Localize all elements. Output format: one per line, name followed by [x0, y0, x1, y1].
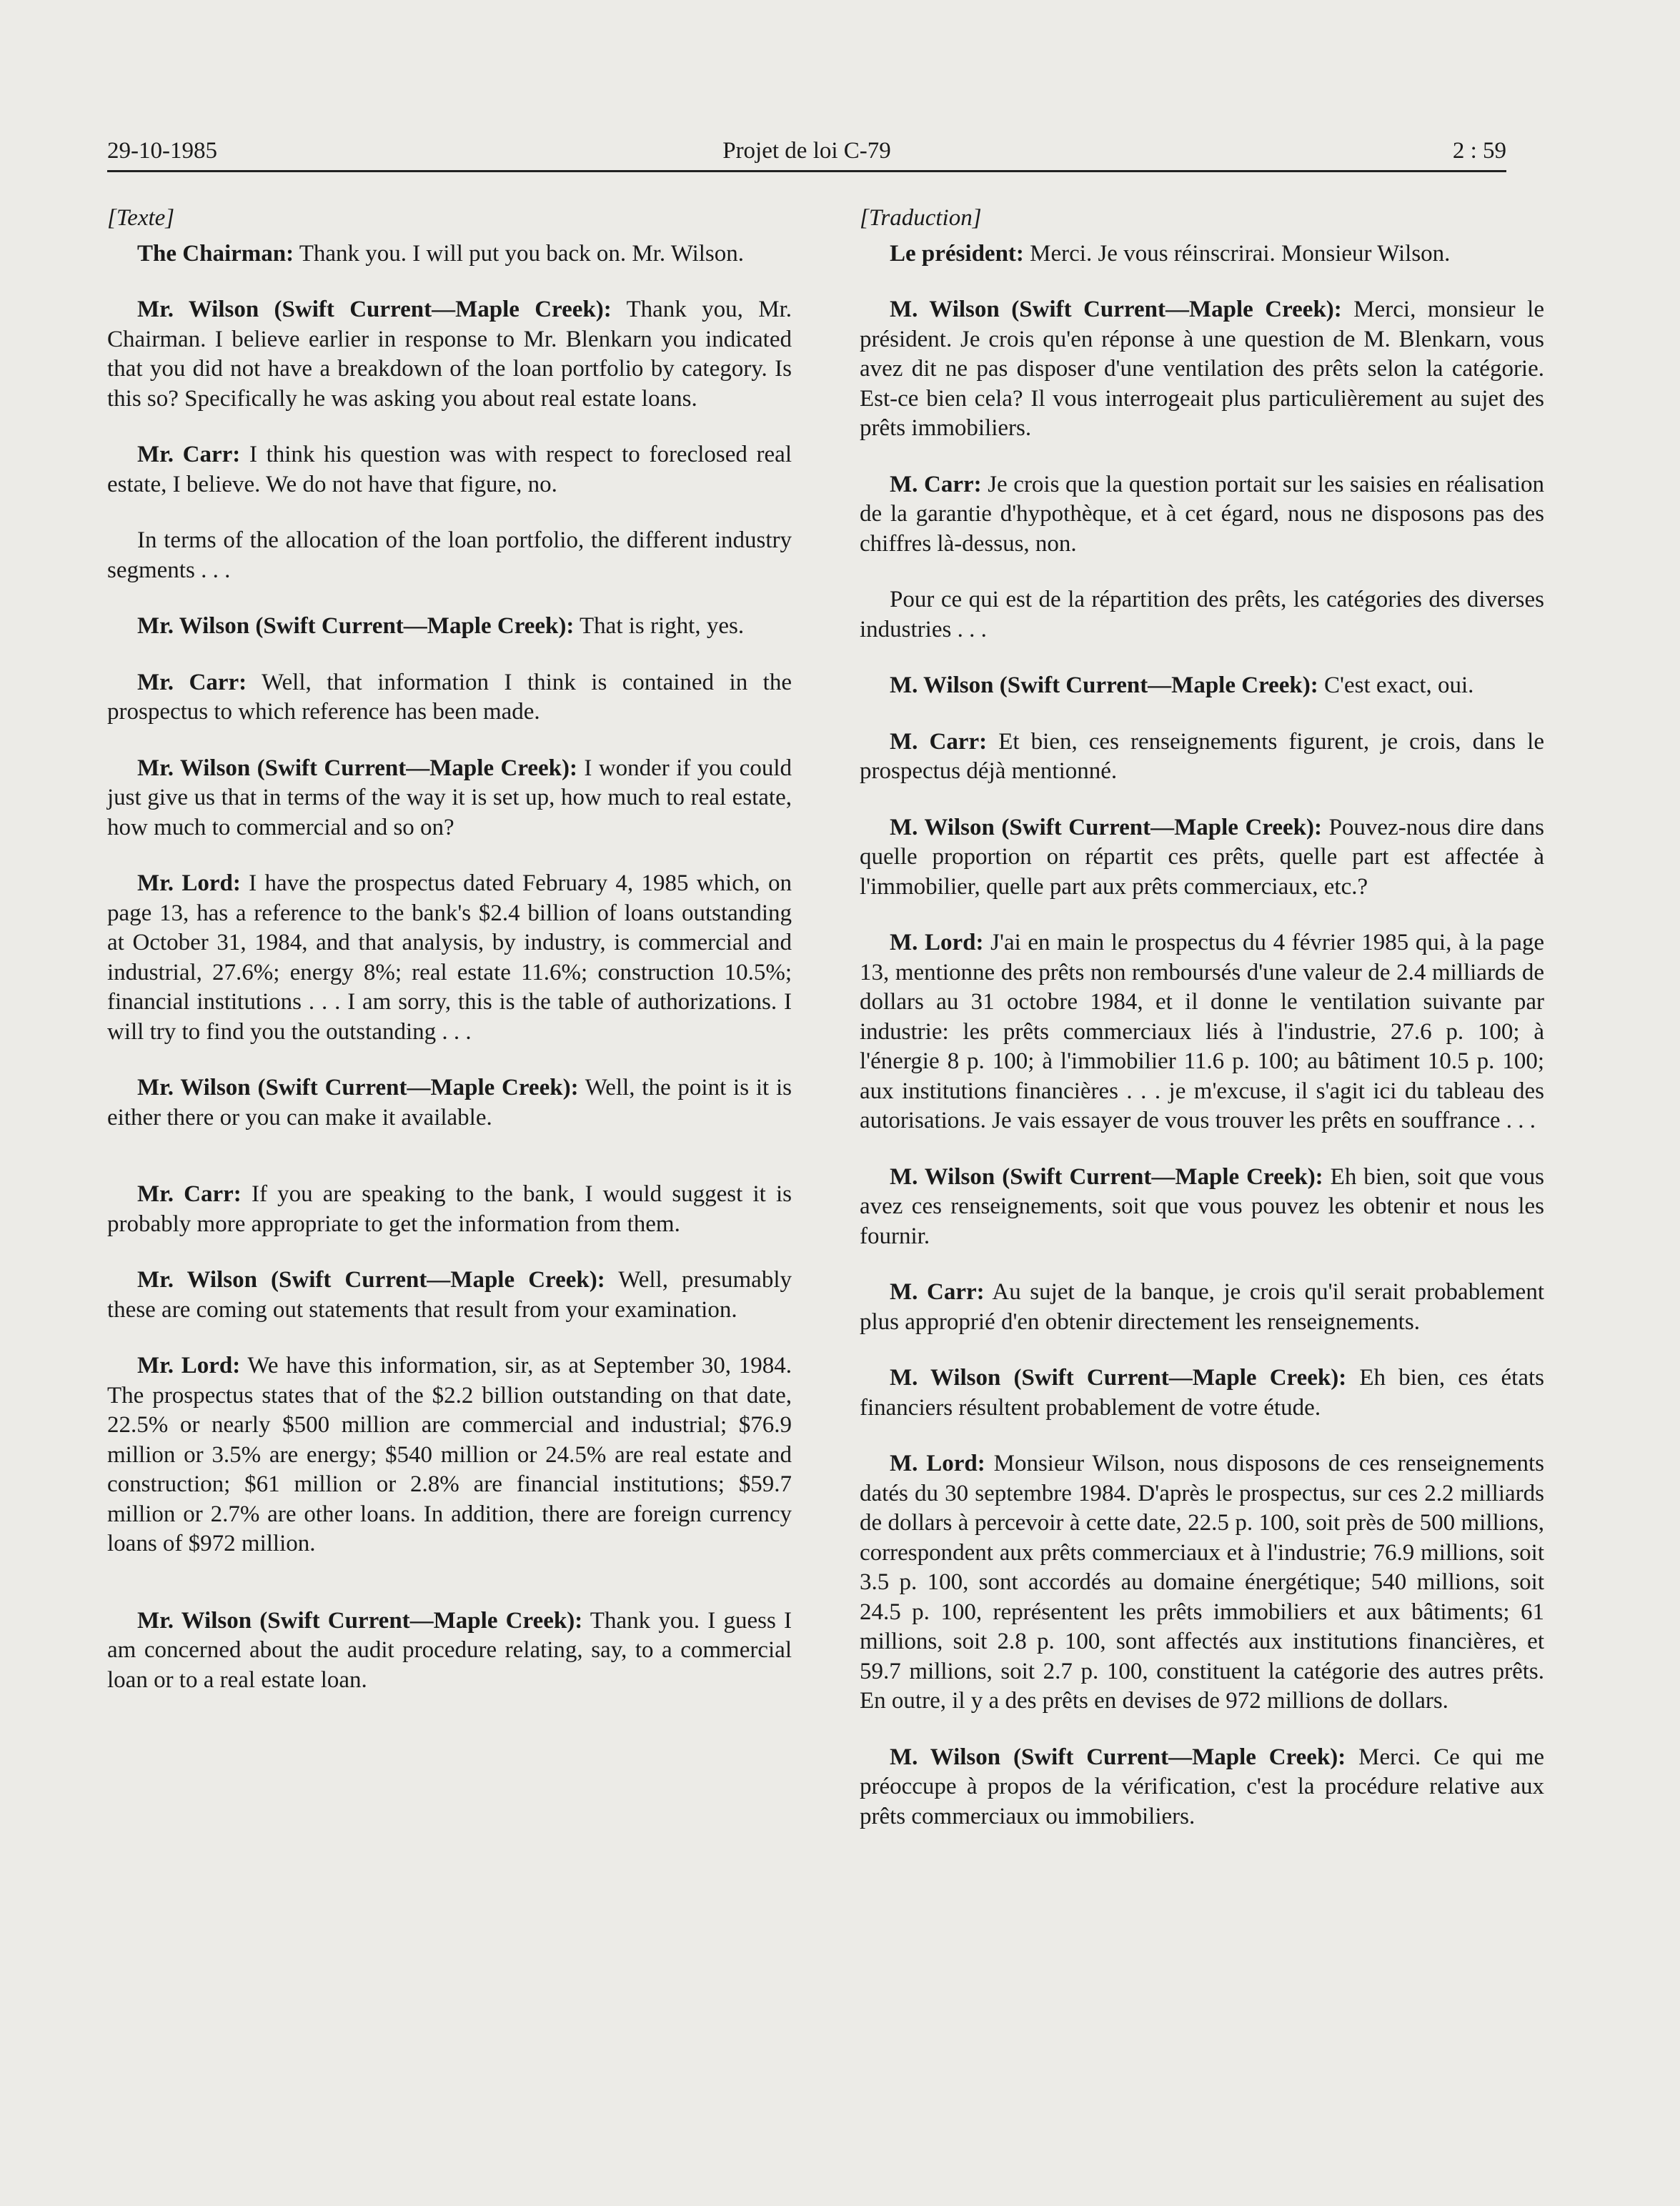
speaker-name: M. Wilson (Swift Current—Maple Creek): [890, 297, 1342, 322]
transcript-paragraph [860, 928, 1544, 1136]
speaker-name: Mr. Carr: [137, 1181, 242, 1207]
column-tag: [Texte] [107, 205, 175, 231]
speaker-name: Mr. Lord: [137, 870, 241, 896]
transcript-paragraph [107, 612, 792, 642]
column-tag: [Traduction] [860, 205, 982, 231]
transcript-paragraph [860, 1278, 1544, 1337]
speech-text: If you are speaking to the bank, I would suggest it is probably more appropriate to get the information from them. [107, 1181, 792, 1237]
speech-text: C'est exact, oui. [1318, 672, 1474, 698]
speaker-name: Le président: [890, 240, 1024, 267]
transcript-paragraph [860, 585, 1544, 645]
speaker-name: Mr. Wilson (Swift Current—Maple Creek): [137, 297, 612, 322]
speech-text: Well, presumably these are coming out statements that result from your examination. [107, 1267, 792, 1323]
speech-text: Pouvez-nous dire dans quelle proportion on répartit ces prêts, quelle part est affectée à l'immobilier, quelle part aux prêts commerciaux, etc.? [860, 814, 1544, 900]
transcript-paragraph [860, 671, 1544, 701]
speaker-name: M. Wilson (Swift Current—Maple Creek): [890, 672, 1318, 698]
transcript-paragraph [107, 1180, 792, 1239]
speaker-name: M. Carr: [890, 471, 982, 497]
speaker-name: M. Lord: [890, 930, 984, 955]
speech-text: Thank you. I will put you back on. Mr. Wilson. [294, 240, 745, 267]
speech-text: Merci. Je vous réinscrirai. Monsieur Wilson. [1023, 240, 1451, 267]
transcript-paragraph [860, 727, 1544, 787]
transcript-paragraph [107, 526, 792, 585]
speaker-name: M. Lord: [890, 1451, 985, 1476]
transcript-paragraph [860, 1449, 1544, 1716]
speech-text: Eh bien, ces états financiers résultent probablement de votre étude. [860, 1365, 1544, 1421]
speaker-name: Mr. Wilson (Swift Current—Maple Creek): [137, 613, 575, 639]
speech-text: I wonder if you could just give us that in terms of the way it is set up, how much to real estate, how much to commercial and so on? [107, 755, 792, 840]
speech-text: I have the prospectus dated February 4, 1985 which, on page 13, has a reference to the bank's $2.4 billion of loans outstanding at October 31, 1984, and that analysis, by industry, is commercial and industrial, 27.6%; energy 8%; real estate 11.6%; construction 10.5%; financial institutions . . . I am sorry, this is the table of authorizations. I will try to find you the outstanding . . . [107, 870, 792, 1045]
transcript-paragraph [860, 813, 1544, 903]
speech-text: In terms of the allocation of the loan portfolio, the different industry segments . . . [107, 527, 792, 583]
speech-text: Je crois que la question portait sur les saisies en réalisation de la garantie d'hypothèque, et à cet égard, nous ne disposons pas des chiffres là-dessus, non. [860, 471, 1544, 557]
transcript-paragraph [860, 295, 1544, 444]
header-date: 29-10-1985 [107, 138, 217, 164]
header-title: Projet de loi C-79 [722, 138, 891, 164]
paragraph-list [107, 239, 792, 1696]
transcript-paragraph [860, 1743, 1544, 1832]
speech-text: Au sujet de la banque, je crois qu'il serait probablement plus approprié d'en obtenir directement les renseignements. [860, 1279, 1544, 1335]
speaker-name: M. Carr: [890, 728, 988, 755]
speech-text: I think his question was with respect to foreclosed real estate, I believe. We do not have that figure, no. [107, 442, 792, 497]
transcript-paragraph [107, 1351, 792, 1559]
speaker-name: M. Wilson (Swift Current—Maple Creek): [890, 1365, 1347, 1391]
english-column [107, 204, 792, 1721]
speech-text: Pour ce qui est de la répartition des prêts, les catégories des diverses industries . . . [860, 587, 1544, 642]
transcript-paragraph [107, 1073, 792, 1133]
transcript-paragraph [860, 1163, 1544, 1252]
transcript-paragraph [107, 1606, 792, 1696]
transcript-paragraph [107, 754, 792, 843]
speech-text: Eh bien, soit que vous avez ces renseignements, soit que vous pouvez les obtenir et nous les fournir. [860, 1163, 1544, 1249]
speech-text: J'ai en main le prospectus du 4 février 1985 qui, à la page 13, mentionne des prêts non remboursés d'une valeur de 2.4 milliards de dollars au 31 octobre 1984, et il donne le ventilation suivante par industrie: les prêts commerciaux liés à l'industrie, 27.6 p. 100; à l'énergie 8 p. 100; à l'immobilier 11.6 p. 100; au bâtiment 10.5 p. 100; aux institutions financières . . . je m'excuse, il s'agit ici du tableau des autorisations. Je vais essayer de vous trouver les prêts en souffrance . . . [860, 930, 1544, 1133]
speech-text: Monsieur Wilson, nous disposons de ces renseignements datés du 30 septembre 1984. D'après le prospectus, sur ces 2.2 milliards de dollars à percevoir à cette date, 22.5 p. 100, soit près de 500 millions, correspondent aux prêts commerciaux et à l'industrie; 76.9 millions, soit 3.5 p. 100, sont accordés au domaine énergétique; 540 millions, soit 24.5 p. 100, représentent les prêts immobiliers et aux bâtiments; 61 millions, soit 2.8 p. 100, sont affectés aux institutions financières, et 59.7 millions, soit 2.7 p. 100, constituent la catégorie des autres prêts. En outre, il y a des prêts en devises de 972 millions de dollars. [860, 1451, 1544, 1714]
paragraph-list [860, 239, 1544, 1832]
transcript-paragraph [860, 239, 1544, 269]
speaker-name: Mr. Carr: [137, 442, 241, 467]
speaker-name: M. Carr: [890, 1279, 985, 1305]
speaker-name: Mr. Wilson (Swift Current—Maple Creek): [137, 1075, 579, 1100]
speaker-name: Mr. Carr: [137, 669, 247, 695]
speech-text: Well, that information I think is contained in the prospectus to which reference has been made. [107, 669, 792, 725]
speech-text: Merci. Ce qui me préoccupe à propos de la vérification, c'est la procédure relative aux prêts commerciaux ou immobiliers. [860, 1744, 1544, 1829]
speaker-name: Mr. Wilson (Swift Current—Maple Creek): [137, 1267, 605, 1293]
page-header [107, 126, 1506, 172]
speech-text: Thank you, Mr. Chairman. I believe earlier in response to Mr. Blenkarn you indicated that you did not have a breakdown of the loan portfolio by category. Is this so? Specifically he was asking you about real estate loans. [107, 297, 792, 412]
speech-text: We have this information, sir, as at September 30, 1984. The prospectus states that of the $2.2 billion outstanding on that date, 22.5% or nearly $500 million are commercial and industrial; $76.9 million or 3.5% are energy; $540 million or 24.5% are real estate and construction; $61 million or 2.8% are financial institutions; $59.7 million or 2.7% are other loans. In addition, there are foreign currency loans of $972 million. [107, 1353, 792, 1556]
french-column [860, 204, 1544, 1858]
speaker-name: M. Wilson (Swift Current—Maple Creek): [890, 1163, 1323, 1190]
transcript-paragraph [107, 440, 792, 500]
speaker-name: Mr. Lord: [137, 1353, 241, 1378]
speaker-name: M. Wilson (Swift Current—Maple Creek): [890, 814, 1323, 840]
speaker-name: M. Wilson (Swift Current—Maple Creek): [890, 1744, 1346, 1770]
speech-text: Merci, monsieur le président. Je crois qu'en réponse à une question de M. Blenkarn, vous avez dit ne pas disposer d'une ventilation des prêts selon la catégorie. Est-ce bien cela? Il vous interrogeait plus particulièrement au sujet des prêts immobiliers. [860, 297, 1544, 441]
header-page-number: 2 : 59 [1452, 138, 1506, 164]
speaker-name: Mr. Wilson (Swift Current—Maple Creek): [137, 1607, 583, 1634]
transcript-paragraph [107, 1266, 792, 1325]
speech-text: Thank you. I guess I am concerned about the audit procedure relating, say, to a commercial loan or to a real estate loan. [107, 1607, 792, 1693]
speech-text: Et bien, ces renseignements figurent, je crois, dans le prospectus déjà mentionné. [860, 728, 1544, 784]
transcript-paragraph [107, 668, 792, 727]
transcript-paragraph [107, 869, 792, 1047]
speaker-name: Mr. Wilson (Swift Current—Maple Creek): [137, 755, 578, 781]
speech-text: Well, the point is it is either there or you can make it available. [107, 1075, 792, 1131]
speaker-name: The Chairman: [137, 240, 294, 267]
transcript-paragraph [860, 470, 1544, 560]
transcript-paragraph [107, 239, 792, 269]
transcript-paragraph [107, 295, 792, 414]
speech-text: That is right, yes. [574, 613, 745, 639]
transcript-paragraph [860, 1363, 1544, 1423]
